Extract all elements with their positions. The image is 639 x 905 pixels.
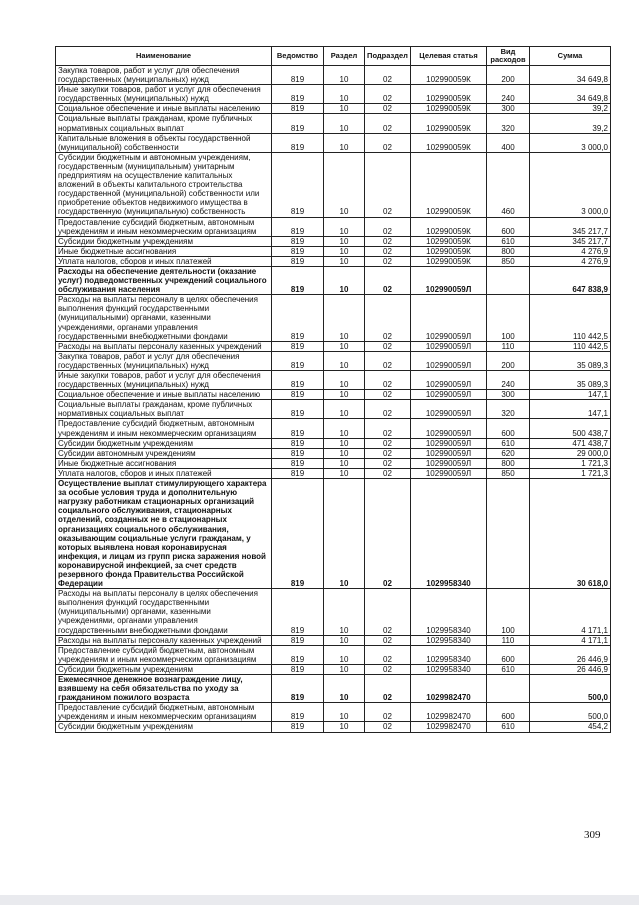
table-row (56, 66, 611, 85)
cell-sum: 110 442,5 (530, 341, 611, 351)
cell-razdel: 10 (324, 722, 365, 732)
cell-podrazdel: 02 (365, 458, 411, 468)
cell-ved: 819 (272, 675, 324, 703)
table-row (56, 371, 611, 390)
cell-cs: 102990059Л (411, 419, 487, 438)
cell-razdel: 10 (324, 664, 365, 674)
cell-razdel: 10 (324, 114, 365, 133)
cell-name: Социальное обеспечение и иные выплаты населению (56, 104, 272, 114)
cell-name: Закупка товаров, работ и услуг для обеспечения государственных (муниципальных) нужд (56, 66, 272, 85)
cell-vr: 200 (487, 351, 530, 370)
cell-razdel: 10 (324, 217, 365, 236)
cell-name: Иные закупки товаров, работ и услуг для обеспечения государственных (муниципальных) нужд (56, 85, 272, 104)
cell-vr: 600 (487, 419, 530, 438)
table-row (56, 256, 611, 266)
cell-name: Социальные выплаты гражданам, кроме публичных нормативных социальных выплат (56, 400, 272, 419)
cell-cs: 1029958340 (411, 589, 487, 635)
cell-cs: 1029958340 (411, 664, 487, 674)
cell-ved: 819 (272, 438, 324, 448)
table-row (56, 675, 611, 703)
cell-podrazdel: 02 (365, 468, 411, 478)
cell-sum: 4 276,9 (530, 246, 611, 256)
budget-table-container (55, 46, 610, 733)
cell-podrazdel: 02 (365, 479, 411, 589)
cell-name: Иные закупки товаров, работ и услуг для обеспечения государственных (муниципальных) нужд (56, 371, 272, 390)
cell-razdel: 10 (324, 419, 365, 438)
cell-podrazdel: 02 (365, 703, 411, 722)
header-vr: Вид расходов (487, 47, 530, 66)
cell-ved: 819 (272, 400, 324, 419)
cell-ved: 819 (272, 351, 324, 370)
cell-name: Социальные выплаты гражданам, кроме публичных нормативных социальных выплат (56, 114, 272, 133)
cell-sum: 500,0 (530, 675, 611, 703)
cell-vr: 100 (487, 589, 530, 635)
cell-razdel: 10 (324, 236, 365, 246)
cell-name: Уплата налогов, сборов и иных платежей (56, 468, 272, 478)
cell-sum: 345 217,7 (530, 217, 611, 236)
cell-razdel: 10 (324, 104, 365, 114)
table-row (56, 703, 611, 722)
cell-vr (487, 479, 530, 589)
table-row (56, 400, 611, 419)
cell-vr: 800 (487, 246, 530, 256)
cell-sum: 647 838,9 (530, 266, 611, 294)
table-row (56, 448, 611, 458)
cell-vr: 800 (487, 458, 530, 468)
cell-name: Ежемесячное денежное вознаграждение лицу, взявшему на себя обязательства по уходу за гражданином пожилого возраста (56, 675, 272, 703)
header-cs: Целевая статья (411, 47, 487, 66)
cell-name: Субсидии бюджетным учреждениям (56, 438, 272, 448)
cell-razdel: 10 (324, 351, 365, 370)
cell-vr: 240 (487, 85, 530, 104)
cell-ved: 819 (272, 458, 324, 468)
cell-podrazdel: 02 (365, 371, 411, 390)
cell-vr: 600 (487, 645, 530, 664)
cell-sum: 29 000,0 (530, 448, 611, 458)
cell-podrazdel: 02 (365, 133, 411, 152)
cell-sum: 345 217,7 (530, 236, 611, 246)
cell-razdel: 10 (324, 371, 365, 390)
cell-ved: 819 (272, 295, 324, 341)
cell-razdel: 10 (324, 295, 365, 341)
cell-razdel: 10 (324, 390, 365, 400)
cell-podrazdel: 02 (365, 152, 411, 217)
cell-vr (487, 675, 530, 703)
cell-name: Расходы на выплаты персоналу в целях обеспечения выполнения функций государственными (муниципальными) органами, казенными учреждениями, органами управления государственными внебюджетными фондами (56, 295, 272, 341)
cell-name: Предоставление субсидий бюджетным, автономным учреждениям и иным некоммерческим организациям (56, 645, 272, 664)
cell-sum: 4 171,1 (530, 589, 611, 635)
cell-cs: 1029958340 (411, 645, 487, 664)
cell-ved: 819 (272, 371, 324, 390)
table-header-row (56, 47, 611, 66)
cell-podrazdel: 02 (365, 438, 411, 448)
cell-sum: 3 000,0 (530, 133, 611, 152)
table-row (56, 351, 611, 370)
cell-razdel: 10 (324, 438, 365, 448)
cell-vr: 200 (487, 66, 530, 85)
table-row (56, 114, 611, 133)
cell-sum: 454,2 (530, 722, 611, 732)
table-row (56, 390, 611, 400)
cell-razdel: 10 (324, 85, 365, 104)
cell-name: Расходы на выплаты персоналу в целях обеспечения выполнения функций государственными (муниципальными) органами, казенными учреждениями, органами управления государственными внебюджетными фондами (56, 589, 272, 635)
table-row (56, 133, 611, 152)
cell-sum: 34 649,8 (530, 85, 611, 104)
cell-cs: 102990059Л (411, 371, 487, 390)
cell-vr: 110 (487, 341, 530, 351)
table-row (56, 468, 611, 478)
table-row (56, 104, 611, 114)
cell-vr: 620 (487, 448, 530, 458)
cell-sum: 147,1 (530, 390, 611, 400)
cell-cs: 102990059Л (411, 390, 487, 400)
cell-sum: 4 276,9 (530, 256, 611, 266)
cell-razdel: 10 (324, 589, 365, 635)
cell-podrazdel: 02 (365, 448, 411, 458)
cell-name: Иные бюджетные ассигнования (56, 246, 272, 256)
cell-ved: 819 (272, 479, 324, 589)
cell-podrazdel: 02 (365, 66, 411, 85)
cell-cs: 102990059К (411, 256, 487, 266)
cell-ved: 819 (272, 236, 324, 246)
header-sum: Сумма (530, 47, 611, 66)
cell-razdel: 10 (324, 152, 365, 217)
cell-podrazdel: 02 (365, 635, 411, 645)
cell-name: Субсидии автономным учреждениям (56, 448, 272, 458)
cell-razdel: 10 (324, 266, 365, 294)
cell-ved: 819 (272, 419, 324, 438)
table-row (56, 246, 611, 256)
table-row (56, 217, 611, 236)
cell-sum: 30 618,0 (530, 479, 611, 589)
table-row (56, 295, 611, 341)
cell-razdel: 10 (324, 256, 365, 266)
cell-vr: 300 (487, 104, 530, 114)
cell-sum: 26 446,9 (530, 664, 611, 674)
cell-name: Расходы на обеспечение деятельности (оказание услуг) подведомственных учреждений социального обслуживания населения (56, 266, 272, 294)
cell-podrazdel: 02 (365, 645, 411, 664)
cell-vr: 460 (487, 152, 530, 217)
cell-cs: 102990059К (411, 114, 487, 133)
cell-razdel: 10 (324, 448, 365, 458)
cell-cs: 102990059К (411, 236, 487, 246)
cell-podrazdel: 02 (365, 419, 411, 438)
cell-vr: 610 (487, 722, 530, 732)
cell-cs: 102990059К (411, 85, 487, 104)
cell-vr: 320 (487, 114, 530, 133)
cell-cs: 1029982470 (411, 722, 487, 732)
cell-podrazdel: 02 (365, 400, 411, 419)
cell-cs: 102990059К (411, 104, 487, 114)
cell-razdel: 10 (324, 66, 365, 85)
cell-ved: 819 (272, 722, 324, 732)
cell-podrazdel: 02 (365, 236, 411, 246)
cell-name: Субсидии бюджетным учреждениям (56, 236, 272, 246)
table-body (56, 66, 611, 733)
cell-podrazdel: 02 (365, 295, 411, 341)
table-row (56, 458, 611, 468)
scan-bottom-band (0, 895, 639, 905)
cell-cs: 102990059Л (411, 458, 487, 468)
cell-ved: 819 (272, 266, 324, 294)
cell-ved: 819 (272, 256, 324, 266)
cell-cs: 1029958340 (411, 635, 487, 645)
cell-ved: 819 (272, 703, 324, 722)
cell-vr: 610 (487, 438, 530, 448)
cell-podrazdel: 02 (365, 85, 411, 104)
cell-vr (487, 266, 530, 294)
cell-podrazdel: 02 (365, 246, 411, 256)
cell-vr: 610 (487, 236, 530, 246)
table-row (56, 438, 611, 448)
cell-cs: 102990059К (411, 217, 487, 236)
cell-name: Расходы на выплаты персоналу казенных учреждений (56, 635, 272, 645)
cell-podrazdel: 02 (365, 266, 411, 294)
cell-name: Иные бюджетные ассигнования (56, 458, 272, 468)
cell-sum: 3 000,0 (530, 152, 611, 217)
cell-cs: 102990059Л (411, 438, 487, 448)
cell-podrazdel: 02 (365, 675, 411, 703)
cell-cs: 102990059Л (411, 351, 487, 370)
table-row (56, 722, 611, 732)
cell-podrazdel: 02 (365, 664, 411, 674)
cell-sum: 1 721,3 (530, 458, 611, 468)
cell-ved: 819 (272, 133, 324, 152)
cell-name: Расходы на выплаты персоналу казенных учреждений (56, 341, 272, 351)
cell-ved: 819 (272, 468, 324, 478)
cell-cs: 1029982470 (411, 675, 487, 703)
cell-cs: 102990059Л (411, 341, 487, 351)
cell-ved: 819 (272, 341, 324, 351)
cell-name: Предоставление субсидий бюджетным, автономным учреждениям и иным некоммерческим организациям (56, 703, 272, 722)
cell-razdel: 10 (324, 246, 365, 256)
cell-vr: 110 (487, 635, 530, 645)
cell-ved: 819 (272, 104, 324, 114)
cell-podrazdel: 02 (365, 341, 411, 351)
cell-name: Социальное обеспечение и иные выплаты населению (56, 390, 272, 400)
cell-name: Субсидии бюджетным учреждениям (56, 722, 272, 732)
cell-sum: 39,2 (530, 114, 611, 133)
cell-cs: 102990059К (411, 246, 487, 256)
cell-cs: 102990059Л (411, 400, 487, 419)
cell-razdel: 10 (324, 468, 365, 478)
page-number: 309 (584, 829, 601, 841)
cell-cs: 102990059Л (411, 468, 487, 478)
cell-vr: 610 (487, 664, 530, 674)
cell-ved: 819 (272, 589, 324, 635)
table-row (56, 341, 611, 351)
cell-razdel: 10 (324, 635, 365, 645)
cell-razdel: 10 (324, 400, 365, 419)
table-row (56, 479, 611, 589)
header-podrazdel: Подраздел (365, 47, 411, 66)
cell-vr: 600 (487, 703, 530, 722)
cell-vr: 850 (487, 256, 530, 266)
cell-vr: 300 (487, 390, 530, 400)
table-row (56, 589, 611, 635)
cell-podrazdel: 02 (365, 114, 411, 133)
cell-ved: 819 (272, 664, 324, 674)
cell-vr: 240 (487, 371, 530, 390)
cell-name: Уплата налогов, сборов и иных платежей (56, 256, 272, 266)
cell-name: Предоставление субсидий бюджетным, автономным учреждениям и иным некоммерческим организациям (56, 419, 272, 438)
cell-razdel: 10 (324, 133, 365, 152)
header-ved: Ведомство (272, 47, 324, 66)
cell-vr: 850 (487, 468, 530, 478)
cell-cs: 102990059К (411, 152, 487, 217)
cell-cs: 102990059Л (411, 266, 487, 294)
cell-cs: 1029958340 (411, 479, 487, 589)
table-row (56, 664, 611, 674)
cell-sum: 471 438,7 (530, 438, 611, 448)
table-row (56, 236, 611, 246)
header-name: Наименование (56, 47, 272, 66)
cell-sum: 1 721,3 (530, 468, 611, 478)
budget-table (55, 46, 611, 733)
cell-razdel: 10 (324, 703, 365, 722)
cell-sum: 110 442,5 (530, 295, 611, 341)
cell-podrazdel: 02 (365, 256, 411, 266)
header-razdel: Раздел (324, 47, 365, 66)
cell-name: Закупка товаров, работ и услуг для обеспечения государственных (муниципальных) нужд (56, 351, 272, 370)
cell-sum: 26 446,9 (530, 645, 611, 664)
table-row (56, 635, 611, 645)
cell-podrazdel: 02 (365, 351, 411, 370)
cell-sum: 34 649,8 (530, 66, 611, 85)
cell-ved: 819 (272, 217, 324, 236)
cell-name: Субсидии бюджетным учреждениям (56, 664, 272, 674)
table-row (56, 266, 611, 294)
cell-razdel: 10 (324, 645, 365, 664)
cell-ved: 819 (272, 448, 324, 458)
cell-razdel: 10 (324, 458, 365, 468)
cell-ved: 819 (272, 66, 324, 85)
cell-podrazdel: 02 (365, 589, 411, 635)
cell-cs: 102990059Л (411, 448, 487, 458)
cell-cs: 102990059Л (411, 295, 487, 341)
cell-razdel: 10 (324, 675, 365, 703)
cell-name: Предоставление субсидий бюджетным, автономным учреждениям и иным некоммерческим организациям (56, 217, 272, 236)
cell-name: Субсидии бюджетным и автономным учреждениям, государственным (муниципальным) унитарным предприятиям на осуществление капитальных вложений в объекты капитального строительства государственной (муниципальной) собственности или приобретение объектов недвижимого имущества в государственную (муниципальную) собственность (56, 152, 272, 217)
cell-sum: 500 438,7 (530, 419, 611, 438)
cell-sum: 35 089,3 (530, 351, 611, 370)
cell-ved: 819 (272, 390, 324, 400)
cell-sum: 39,2 (530, 104, 611, 114)
cell-ved: 819 (272, 152, 324, 217)
cell-sum: 35 089,3 (530, 371, 611, 390)
cell-vr: 320 (487, 400, 530, 419)
cell-name: Капитальные вложения в объекты государственной (муниципальной) собственности (56, 133, 272, 152)
cell-razdel: 10 (324, 479, 365, 589)
table-row (56, 85, 611, 104)
cell-vr: 600 (487, 217, 530, 236)
cell-sum: 4 171,1 (530, 635, 611, 645)
cell-vr: 400 (487, 133, 530, 152)
cell-podrazdel: 02 (365, 722, 411, 732)
table-row (56, 419, 611, 438)
cell-podrazdel: 02 (365, 104, 411, 114)
cell-sum: 147,1 (530, 400, 611, 419)
cell-cs: 102990059К (411, 133, 487, 152)
cell-sum: 500,0 (530, 703, 611, 722)
table-row (56, 152, 611, 217)
cell-podrazdel: 02 (365, 390, 411, 400)
cell-ved: 819 (272, 635, 324, 645)
cell-cs: 1029982470 (411, 703, 487, 722)
cell-name: Осуществление выплат стимулирующего характера за особые условия труда и дополнительную нагрузку работникам стационарных организаций социального обслуживания, стационарных отделений, созданных не в стационарных организациях социального обслуживания, оказывающим социальные услуги гражданам, у которых выявлена новая коронавирусная инфекция, и лицам из групп риска заражения новой коронавирусной инфекцией, за счет средств резервного фонда Правительства Российской Федерации (56, 479, 272, 589)
cell-podrazdel: 02 (365, 217, 411, 236)
cell-ved: 819 (272, 246, 324, 256)
cell-cs: 102990059К (411, 66, 487, 85)
cell-ved: 819 (272, 645, 324, 664)
cell-ved: 819 (272, 85, 324, 104)
cell-ved: 819 (272, 114, 324, 133)
cell-razdel: 10 (324, 341, 365, 351)
table-row (56, 645, 611, 664)
cell-vr: 100 (487, 295, 530, 341)
